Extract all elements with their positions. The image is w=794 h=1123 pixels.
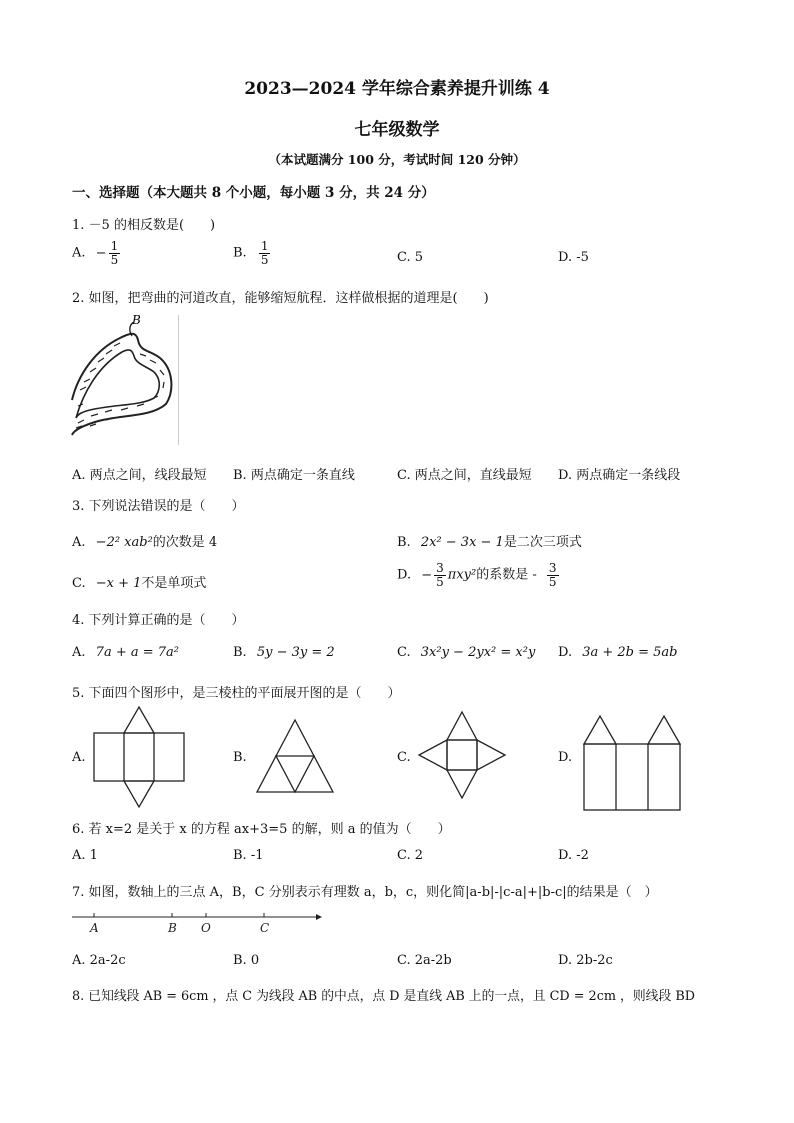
- question-7-option-a[interactable]: A. 2a-2c: [72, 953, 126, 968]
- option-text: 是二次三项式: [503, 535, 582, 550]
- question-2-stem: 2. 如图，把弯曲的河道改直，能够缩短航程．这样做根据的道理是( ): [72, 291, 489, 306]
- option-label: A.: [72, 245, 86, 261]
- question-5-option-b[interactable]: B.: [233, 750, 247, 765]
- question-5-option-d[interactable]: D.: [558, 750, 573, 765]
- option-label: A.: [72, 535, 86, 550]
- axis-label-b: B: [168, 921, 177, 935]
- question-7-stem: 7. 如图，数轴上的三点 A，B，C 分别表示有理数 a，b，c，则化简|a-b|-|c-a|+|b-c|的结果是（ ）: [72, 885, 658, 900]
- question-6-option-d[interactable]: D. -2: [558, 848, 589, 863]
- question-4-stem: 4. 下列计算正确的是（ ）: [72, 613, 245, 628]
- question-1-option-b[interactable]: [233, 240, 272, 266]
- question-6-option-c[interactable]: C. 2: [397, 848, 424, 863]
- expression: 3x²y − 2yx² = x²y: [420, 645, 536, 660]
- option-label: B.: [233, 245, 247, 261]
- question-7-option-d[interactable]: D. 2b-2c: [558, 953, 613, 968]
- expression: −2² xab²: [95, 535, 153, 550]
- axis-label-a: A: [90, 921, 99, 935]
- question-3-option-c[interactable]: [72, 572, 206, 591]
- axis-label-o: O: [201, 921, 211, 935]
- question-4-option-a[interactable]: [72, 645, 179, 660]
- expression: −x + 1: [95, 576, 142, 591]
- question-7-option-b[interactable]: B. 0: [233, 953, 260, 968]
- option-text: 的系数是 -: [476, 567, 537, 583]
- net-figure-c: [416, 708, 526, 818]
- question-5-option-c[interactable]: C.: [397, 750, 411, 765]
- question-4-option-b[interactable]: [233, 645, 335, 660]
- axis-label-c: C: [260, 921, 270, 935]
- option-label: D.: [558, 645, 573, 660]
- option-label: B.: [397, 535, 411, 550]
- question-7-option-c[interactable]: C. 2a-2b: [397, 953, 452, 968]
- expression: πxy²: [447, 567, 477, 583]
- minus-sign: −: [421, 567, 433, 583]
- question-1-stem: 1. －5 的相反数是( ): [72, 218, 216, 233]
- question-2-option-b[interactable]: B. 两点确定一条直线: [233, 468, 355, 483]
- question-1-option-a[interactable]: [72, 240, 122, 266]
- question-4-option-c[interactable]: [397, 645, 535, 660]
- grade-subject: 七年级数学: [354, 120, 440, 140]
- question-6-option-a[interactable]: A. 1: [72, 848, 98, 863]
- expression: 3a + 2b = 5ab: [582, 645, 678, 660]
- river-figure: [70, 310, 185, 450]
- fraction: $\frac{3}{5}$: [436, 561, 444, 589]
- question-3-option-a[interactable]: [72, 531, 217, 550]
- expression: 7a + a = 7a²: [95, 645, 179, 660]
- expression: 2x² − 3x − 1: [420, 535, 504, 550]
- exam-title: 2023—2024 学年综合素养提升训练 4: [244, 79, 550, 99]
- question-5-option-a[interactable]: A.: [72, 750, 86, 765]
- net-figure-d: [582, 714, 692, 814]
- minus-sign: −: [95, 245, 107, 261]
- section-heading: 一、选择题（本大题共 8 个小题，每小题 3 分，共 24 分）: [72, 185, 435, 201]
- question-4-option-d[interactable]: [558, 645, 678, 660]
- question-3-option-b[interactable]: [397, 531, 582, 550]
- net-figure-a: [92, 705, 192, 815]
- option-label: A.: [72, 645, 86, 660]
- question-1-option-d[interactable]: D. -5: [558, 250, 589, 265]
- question-3-stem: 3. 下列说法错误的是（ ）: [72, 499, 245, 514]
- question-1-option-c[interactable]: C. 5: [397, 250, 424, 265]
- question-8-stem: 8. 已知线段 AB = 6cm ，点 C 为线段 AB 的中点，点 D 是直线 AB 上的一点，且 CD = 2cm ，则线段 BD: [72, 989, 695, 1004]
- fraction: $\frac{1}{5}$: [260, 239, 269, 267]
- question-2-option-a[interactable]: A. 两点之间，线段最短: [72, 468, 207, 483]
- fraction: $\frac{1}{5}$: [110, 239, 119, 267]
- fraction: $\frac{3}{5}$: [548, 561, 557, 589]
- point-b-label: B: [132, 313, 141, 327]
- question-3-option-d[interactable]: [397, 562, 561, 588]
- net-figure-b: [255, 718, 365, 818]
- question-2-option-d[interactable]: D. 两点确定一条线段: [558, 468, 681, 483]
- option-text: 不是单项式: [141, 576, 207, 591]
- number-line: [70, 910, 330, 940]
- expression: 5y − 3y = 2: [256, 645, 335, 660]
- option-label: D.: [397, 567, 412, 583]
- option-text: 的次数是 4: [152, 535, 218, 550]
- exam-info: （本试题满分 100 分，考试时间 120 分钟）: [268, 152, 526, 167]
- question-6-option-b[interactable]: B. -1: [233, 848, 264, 863]
- question-5-stem: 5. 下面四个图形中，是三棱柱的平面展开图的是（ ）: [72, 686, 401, 701]
- option-label: B.: [233, 645, 247, 660]
- option-label: C.: [72, 576, 86, 591]
- question-2-option-c[interactable]: C. 两点之间，直线最短: [397, 468, 532, 483]
- option-label: C.: [397, 645, 411, 660]
- question-6-stem: 6. 若 x=2 是关于 x 的方程 ax+3=5 的解，则 a 的值为（ ）: [72, 822, 451, 837]
